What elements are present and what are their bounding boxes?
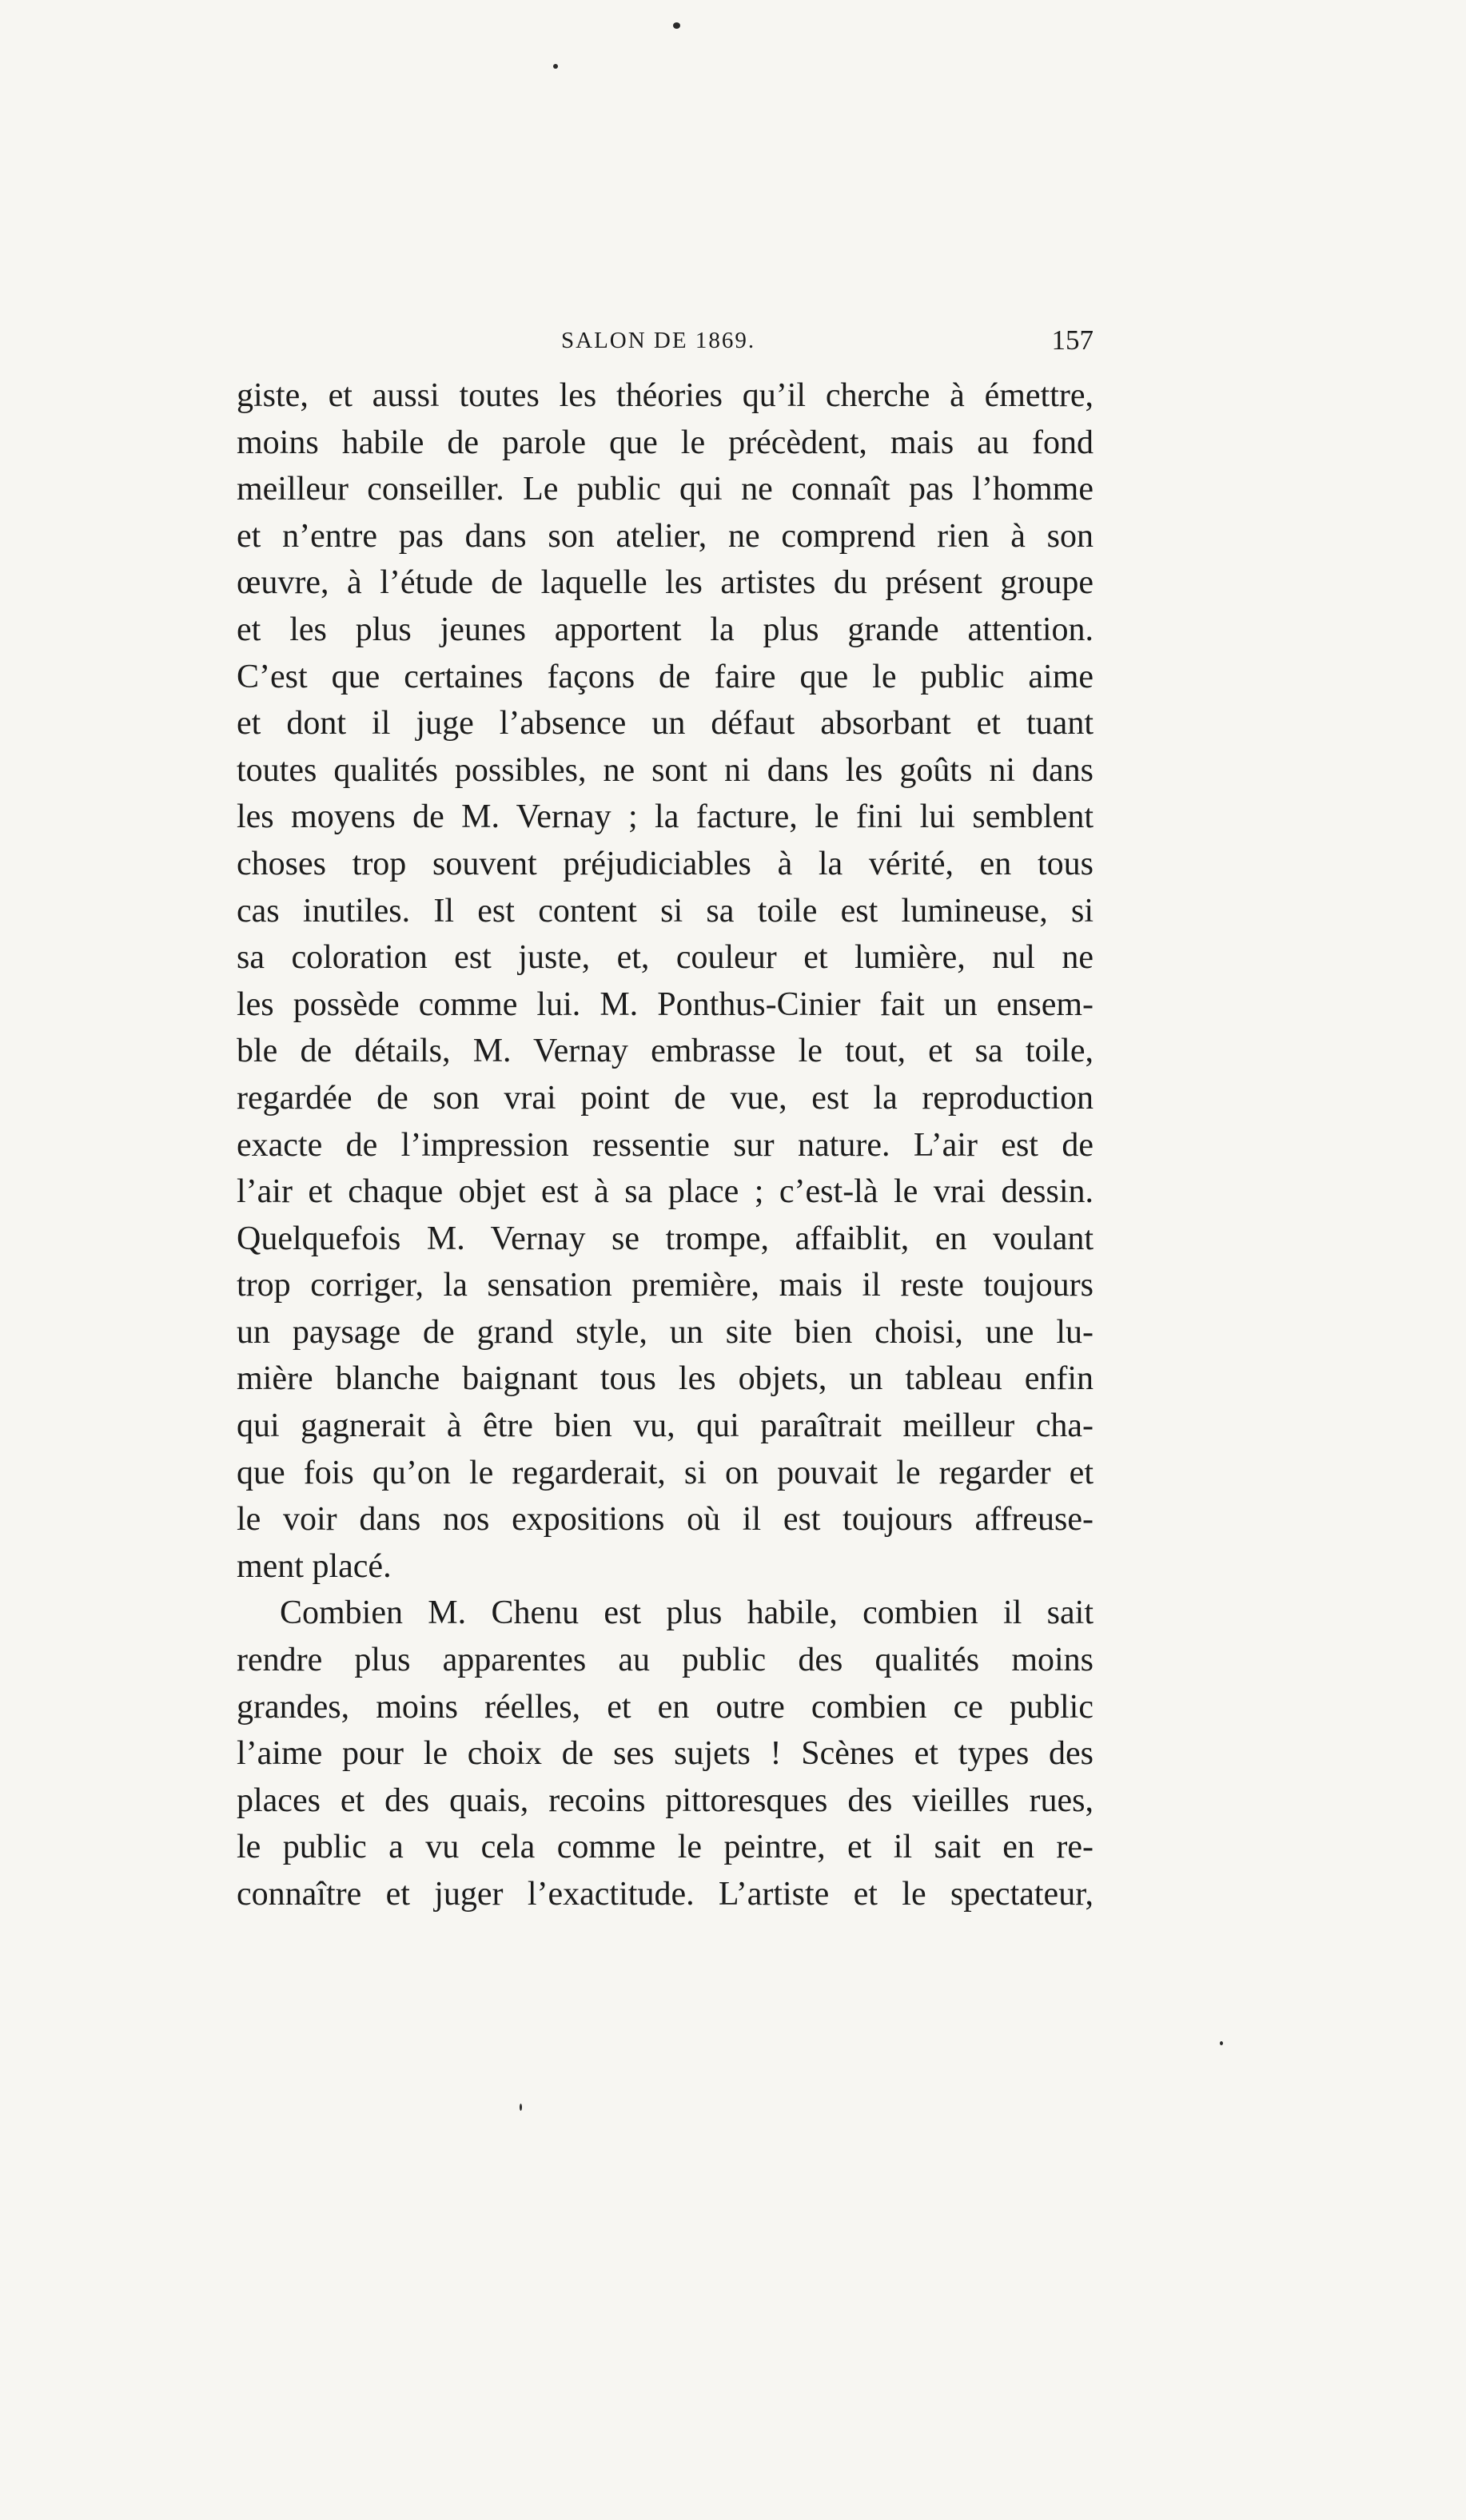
text-line: cas inutiles. Il est content si sa toile est lumineuse, si: [237, 892, 1094, 930]
print-speck: [553, 64, 558, 69]
body-text: [237, 372, 1094, 1918]
text-line: le public a vu cela comme le peintre, et il sait en re-: [237, 1829, 1094, 1866]
paragraph: [237, 1590, 1094, 1917]
paragraph: [237, 372, 1094, 1590]
text-line: œuvre, à l’étude de laquelle les artistes du présent groupe: [237, 564, 1094, 602]
text-line: trop corriger, la sensation première, mais il reste toujours: [237, 1267, 1094, 1304]
text-line: qui gagnerait à être bien vu, qui paraîtrait meilleur cha-: [237, 1407, 1094, 1445]
text-line: moins habile de parole que le précèdent, mais au fond: [237, 424, 1094, 461]
text-line: ble de détails, M. Vernay embrasse le tout, et sa toile,: [237, 1033, 1094, 1070]
text-line: les possède comme lui. M. Ponthus-Cinier fait un ensem-: [237, 985, 1094, 1023]
text-line: connaître et juger l’exactitude. L’artiste et le spectateur,: [237, 1876, 1094, 1913]
text-line: l’aime pour le choix de ses sujets ! Scènes et types des: [237, 1735, 1094, 1773]
text-line: le voir dans nos expositions où il est toujours affreuse-: [237, 1501, 1094, 1539]
text-line: les moyens de M. Vernay ; la facture, le fini lui semblent: [237, 798, 1094, 836]
text-line: l’air et chaque objet est à sa place ; c’est-là le vrai dessin.: [237, 1173, 1094, 1211]
text-line: ment placé.: [237, 1547, 392, 1585]
text-line: toutes qualités possibles, ne sont ni dans les goûts ni dans: [237, 751, 1094, 789]
print-speck: [520, 2104, 522, 2111]
text-line: Combien M. Chenu est plus habile, combien il sait: [280, 1594, 1094, 1632]
text-line: meilleur conseiller. Le public qui ne connaît pas l’homme: [237, 471, 1094, 508]
text-line: et dont il juge l’absence un défaut absorbant et tuant: [237, 705, 1094, 742]
page-header: [237, 323, 1094, 368]
print-speck: [1220, 2041, 1223, 2045]
text-line: et n’entre pas dans son atelier, ne comprend rien à son: [237, 517, 1094, 555]
running-title: SALON DE 1869.: [561, 328, 756, 353]
print-speck: [673, 22, 680, 29]
text-line: que fois qu’on le regarderait, si on pouvait le regarder et: [237, 1454, 1094, 1491]
text-line: rendre plus apparentes au public des qualités moins: [237, 1642, 1094, 1679]
text-line: places et des quais, recoins pittoresques des vieilles rues,: [237, 1782, 1094, 1819]
text-line: et les plus jeunes apportent la plus grande attention.: [237, 611, 1094, 648]
text-line: Quelquefois M. Vernay se trompe, affaiblit, en voulant: [237, 1220, 1094, 1257]
text-line: grandes, moins réelles, et en outre combien ce public: [237, 1688, 1094, 1726]
text-line: mière blanche baignant tous les objets, un tableau enfin: [237, 1360, 1094, 1398]
text-line: choses trop souvent préjudiciables à la vérité, en tous: [237, 845, 1094, 882]
text-line: sa coloration est juste, et, couleur et lumière, nul ne: [237, 939, 1094, 977]
text-line: un paysage de grand style, un site bien choisi, une lu-: [237, 1313, 1094, 1351]
page-number: 157: [1051, 324, 1094, 356]
text-line: giste, et aussi toutes les théories qu’il cherche à émettre,: [237, 377, 1094, 414]
text-line: exacte de l’impression ressentie sur nature. L’air est de: [237, 1126, 1094, 1164]
text-line: regardée de son vrai point de vue, est la reproduction: [237, 1079, 1094, 1117]
text-line: C’est que certaines façons de faire que le public aime: [237, 658, 1094, 695]
